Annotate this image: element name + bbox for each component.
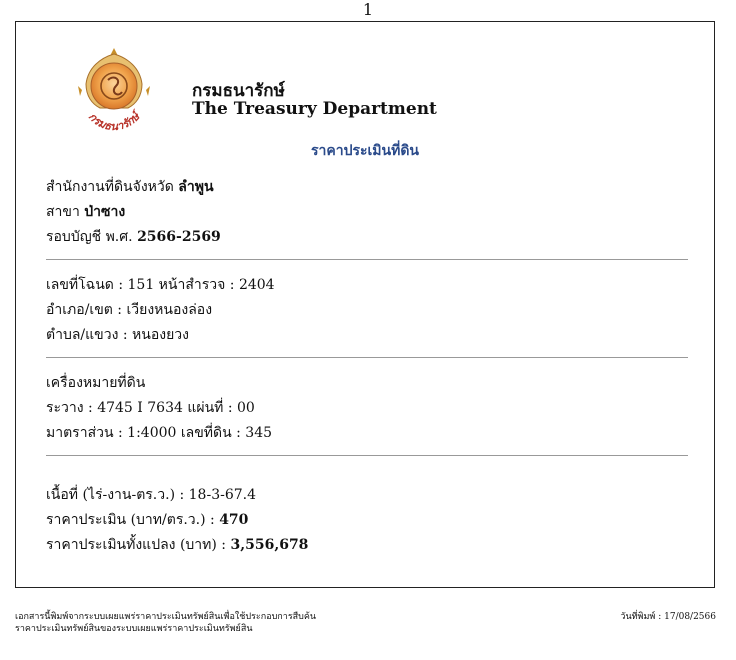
footer-note-line: ราคาประเมินทรัพย์สินของระบบเผยแพร่ราคาประเมินทรัพย์สิน (15, 624, 253, 634)
total-label: ราคาประเมินทั้งแปลง (บาท) : (46, 537, 227, 553)
grid-sheet-line: ระวาง : 4745 I 7634 แผ่นที่ : 00 (46, 400, 255, 416)
treasury-logo (70, 46, 158, 134)
branch-line (46, 203, 125, 221)
footer-note (15, 611, 316, 635)
branch-label: สาขา (46, 204, 80, 220)
page-number: 1 (362, 0, 374, 19)
cycle-value: 2566-2569 (137, 229, 221, 245)
total-price-line (46, 536, 308, 554)
district-line: อำเภอ/เขต : เวียงหนองล่อง (46, 302, 213, 318)
section-divider (46, 455, 688, 456)
land-mark-heading: เครื่องหมายที่ดิน (46, 375, 146, 391)
org-name-english: The Treasury Department (192, 99, 437, 119)
scale-parcel-line: มาตราส่วน : 1:4000 เลขที่ดิน : 345 (46, 425, 273, 441)
price-value: 470 (219, 512, 249, 528)
section-divider (46, 259, 688, 260)
org-name-thai: กรมธนารักษ์ (192, 81, 285, 101)
document-title: ราคาประเมินที่ดิน (310, 143, 419, 159)
total-value: 3,556,678 (230, 537, 309, 553)
branch-value: ป่าซาง (84, 204, 126, 220)
cycle-line (46, 228, 221, 246)
print-date: วันที่พิมพ์ : 17/08/2566 (620, 612, 716, 622)
province-label: สำนักงานที่ดินจังหวัด (46, 179, 174, 195)
cycle-label: รอบบัญชี พ.ศ. (46, 229, 133, 245)
subdistrict-line: ตำบล/แขวง : หนองยวง (46, 327, 189, 343)
price-label: ราคาประเมิน (บาท/ตร.ว.) : (46, 512, 215, 528)
document-frame (15, 21, 715, 588)
logo-text: กรมธนารักษ์ (85, 110, 143, 134)
province-line (46, 178, 214, 196)
area-line: เนื้อที่ (ไร่-งาน-ตร.ว.) : 18-3-67.4 (46, 487, 256, 503)
deed-number-line: เลขที่โฉนด : 151 หน้าสำรวจ : 2404 (46, 277, 275, 293)
province-value: ลำพูน (178, 179, 214, 195)
section-divider (46, 357, 688, 358)
footer-note-line: เอกสารนี้พิมพ์จากระบบเผยแพร่ราคาประเมินทรัพย์สินเพื่อใช้ประกอบการสืบค้น (15, 612, 317, 622)
price-per-wa-line (46, 511, 248, 529)
